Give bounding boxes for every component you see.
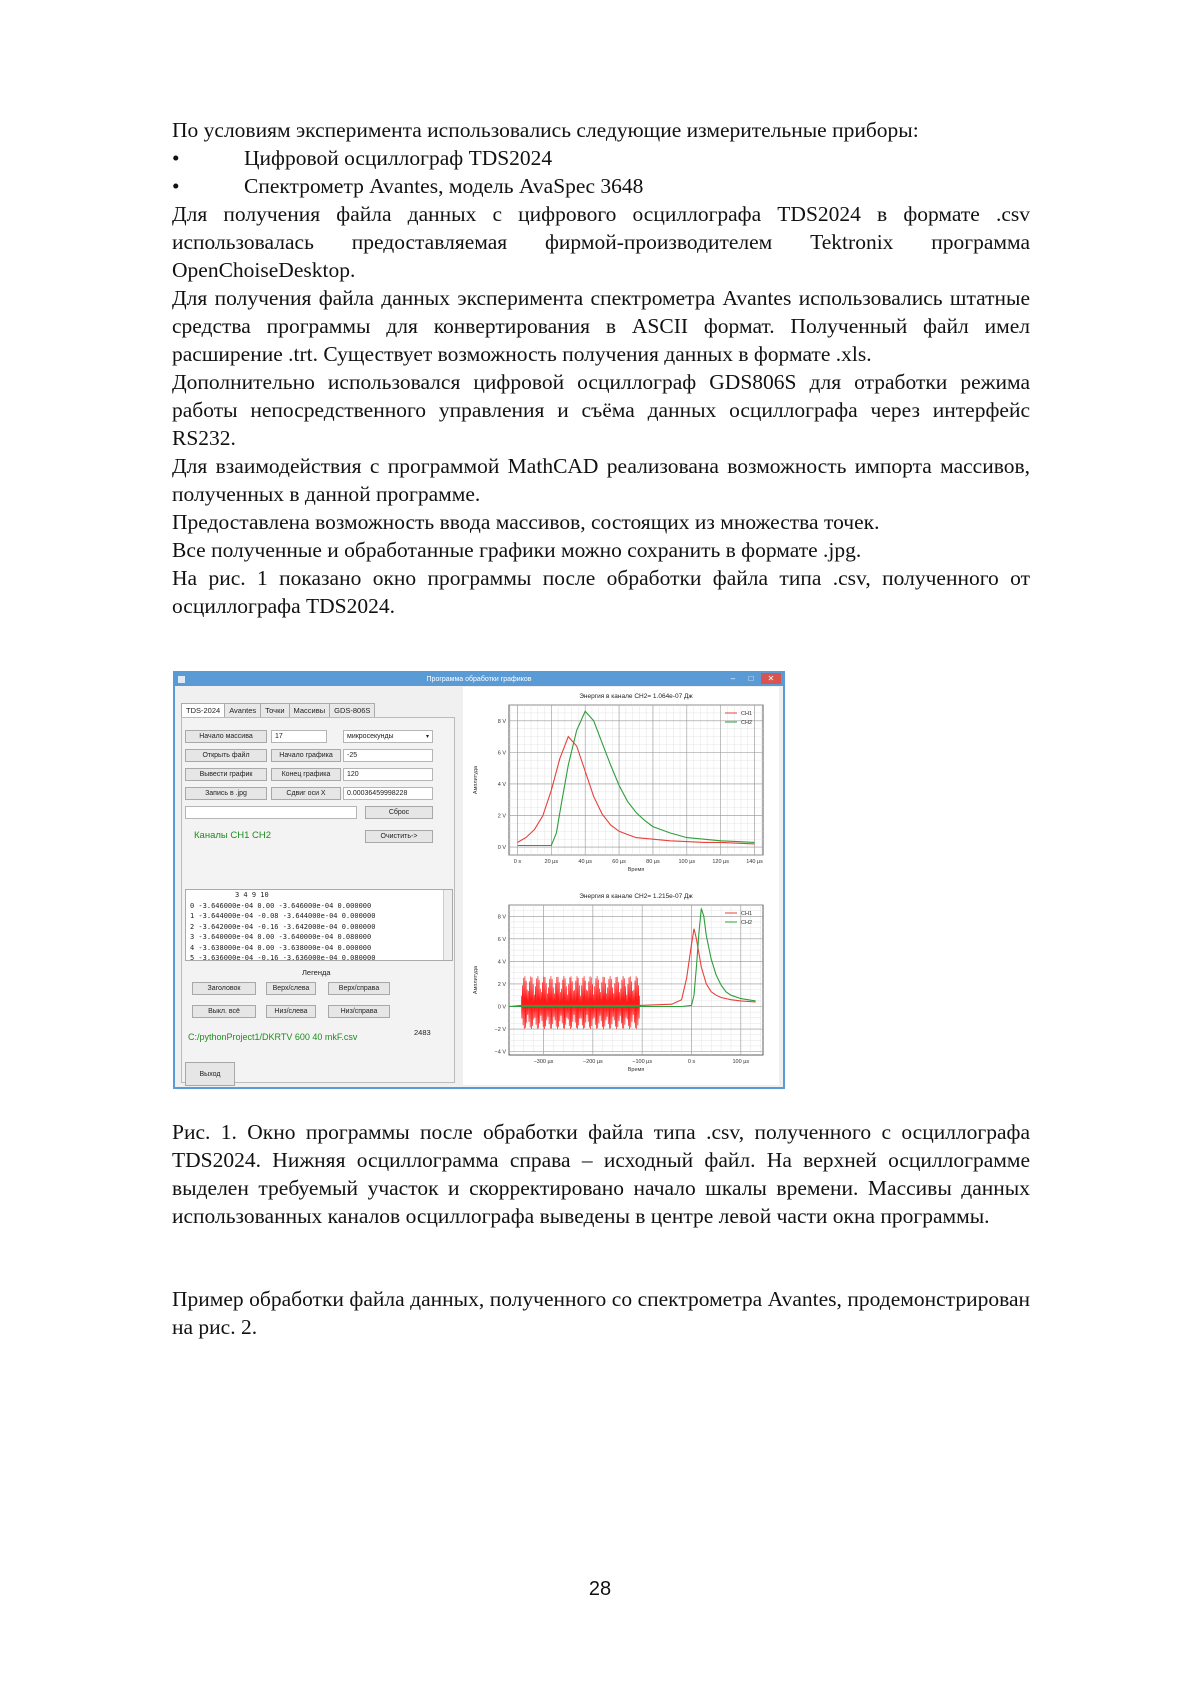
x-tick-label: −200 µs: [582, 1059, 603, 1065]
legend-entry: CH2: [741, 920, 753, 926]
plot-end-label: Конец графика: [271, 768, 341, 781]
y-axis-label: Амплитуда: [473, 765, 479, 795]
plot-frame: [509, 705, 763, 855]
paragraph: Предоставлена возможность ввода массивов, состоящих из множества точек.: [172, 510, 880, 534]
channels-label: Каналы CH1 CH2: [194, 830, 272, 841]
plot-start-field[interactable]: -25: [343, 749, 433, 762]
x-tick-label: 20 µs: [544, 859, 559, 865]
reset-button[interactable]: Сброс: [365, 806, 433, 819]
bullet-item: • Спектрометр Avantes, модель AvaSpec 3648: [172, 174, 644, 198]
point-count: 2483: [414, 1028, 431, 1037]
x-shift-label: Сдвиг оси X: [271, 787, 341, 800]
tab-tds2024[interactable]: TDS-2024: [181, 703, 225, 717]
paragraph: Все полученные и обработанные графики можно сохранить в формате .jpg.: [172, 538, 862, 562]
x-axis-label: Время: [627, 867, 645, 873]
minimize-icon[interactable]: –: [730, 674, 736, 683]
window-title: Программа обработки графиков: [426, 676, 532, 683]
close-icon[interactable]: ✕: [761, 673, 781, 684]
legend-top-left-button[interactable]: Верх/слева: [266, 982, 316, 995]
y-tick-label: 4 V: [497, 959, 506, 966]
legend-entry: CH2: [741, 720, 753, 726]
window-controls: [725, 673, 781, 686]
data-row: 2 -3.642000e-04 -0.16 -3.642000e-04 0.000000: [190, 922, 376, 931]
x-tick-label: 100 µs: [678, 859, 696, 865]
data-header: 3 4 9 10: [235, 891, 269, 899]
x-tick-label: −300 µs: [533, 1059, 554, 1065]
data-scrollbar[interactable]: [443, 890, 452, 960]
path-input[interactable]: [185, 806, 357, 819]
file-path-label: C:/pythonProject1/DKRTV 600 40 mkF.csv: [188, 1032, 358, 1042]
y-tick-label: 2 V: [497, 981, 506, 988]
chevron-down-icon: ▾: [425, 734, 429, 740]
left-pane: [181, 703, 455, 1083]
plot-title: Энергия в канале CH2= 1.064e-07 Дж: [579, 693, 693, 700]
plot-title: Энергия в канале CH2= 1.215e-07 Дж: [579, 893, 693, 900]
paragraph: Для получения файла данных эксперимента спектрометра Avantes использовались штатные средства программы для конвертирования в ASCII формат. Полученный файл имел расширение .trt. Существует возможность получения данных в формате .xls.: [172, 286, 1030, 366]
y-tick-label: 0 V: [497, 845, 506, 852]
closing-paragraph: Пример обработки файла данных, полученного со спектрометра Avantes, продемонстрирован на рис. 2.: [172, 1287, 1030, 1339]
x-tick-label: 120 µs: [712, 859, 729, 865]
y-tick-label: 4 V: [497, 781, 506, 788]
legend-entry: CH1: [741, 911, 753, 917]
figure-caption: Рис. 1. Окно программы после обработки файла типа .csv, полученного с осциллографа TDS2024. Нижняя осциллограмма справа – исходный файл. На верхней осциллограмме выделен требуемый участок и скорректировано начало шкалы времени. Массивы данных использованных каналов осциллографа выведены в центре левой части окна программы.: [172, 1120, 1030, 1228]
window-titlebar: [175, 673, 783, 686]
open-file-button[interactable]: Открыть файл: [185, 749, 267, 762]
data-row: 4 -3.638000e-04 0.00 -3.638000e-04 0.000000: [190, 943, 372, 952]
show-plot-button[interactable]: Вывести график: [185, 768, 267, 781]
tab-gds806s[interactable]: GDS-806S: [329, 703, 375, 717]
paragraph: По условиям эксперимента использовались следующие измерительные приборы:: [172, 118, 919, 142]
start-array-button[interactable]: Начало массива: [185, 730, 267, 743]
legend-top-right-button[interactable]: Верх/справа: [328, 982, 390, 995]
units-select[interactable]: микросекунды ▾: [343, 730, 433, 743]
tab-points[interactable]: Точки: [260, 703, 289, 717]
exit-button[interactable]: Выход: [185, 1062, 235, 1086]
y-tick-label: 6 V: [497, 750, 506, 757]
data-row: 5 -3.636000e-04 -0.16 -3.636000e-04 0.080000: [190, 954, 376, 961]
plot-end-field[interactable]: 120: [343, 768, 433, 781]
tab-bar: [181, 703, 374, 717]
tab-body: [181, 717, 455, 1083]
program-window-figure: [173, 671, 785, 1089]
tab-arrays[interactable]: Массивы: [289, 703, 331, 717]
page-number: 28: [588, 1578, 612, 1600]
bullet-item: • Цифровой осциллограф TDS2024: [172, 146, 553, 170]
plot-top: [463, 687, 779, 883]
legend-title-button[interactable]: Заголовок: [192, 982, 256, 995]
x-shift-field[interactable]: 0.00036459998228: [343, 787, 433, 800]
maximize-icon[interactable]: □: [748, 674, 754, 683]
data-array-list[interactable]: [185, 889, 453, 961]
paragraph: На рис. 1 показано окно программы после обработки файла типа .csv, полученного от осциллографа TDS2024.: [172, 566, 1030, 618]
y-tick-label: 8 V: [497, 718, 506, 725]
data-row: 3 -3.640000e-04 0.00 -3.640000e-04 0.080000: [190, 933, 372, 941]
plots-area: [463, 687, 779, 1085]
paragraph: Для взаимодействия с программой MathCAD реализована возможность импорта массивов, полученных в данной программе.: [172, 454, 1030, 506]
app-icon: [178, 676, 185, 683]
y-tick-label: 8 V: [497, 914, 506, 921]
y-tick-label: 6 V: [497, 936, 506, 943]
y-tick-label: −2 V: [494, 1027, 506, 1034]
x-tick-label: 60 µs: [612, 859, 626, 865]
x-tick-label: 40 µs: [578, 859, 592, 865]
x-tick-label: 140 µs: [746, 859, 763, 865]
y-tick-label: −4 V: [494, 1049, 506, 1056]
legend-entry: CH1: [741, 711, 753, 717]
legend-all-off-button[interactable]: Выкл. всё: [192, 1005, 256, 1018]
data-row: 0 -3.646000e-04 0.00 -3.646000e-04 0.000000: [190, 901, 372, 910]
legend-label: Легенда: [302, 968, 331, 977]
clear-button[interactable]: Очистить->: [365, 830, 433, 843]
x-axis-label: Время: [627, 1067, 645, 1073]
x-tick-label: −100 µs: [632, 1059, 653, 1065]
legend-bottom-right-button[interactable]: Низ/справа: [328, 1005, 390, 1018]
y-tick-label: 0 V: [497, 1004, 506, 1011]
legend-bottom-left-button[interactable]: Низ/слева: [266, 1005, 316, 1018]
y-tick-label: 2 V: [497, 813, 506, 820]
x-tick-label: 0 s: [513, 859, 522, 865]
save-jpg-button[interactable]: Запись в .jpg: [185, 787, 267, 800]
y-axis-label: Амплитуда: [473, 965, 479, 995]
plot-bottom: [463, 887, 779, 1083]
paragraph: Для получения файла данных с цифрового осциллографа TDS2024 в формате .csv использовалась предоставляемая фирмой-производителем Tektronix программа OpenChoiseDesktop.: [172, 202, 1030, 282]
x-tick-label: 0 s: [687, 1059, 696, 1065]
start-array-field[interactable]: 17: [271, 730, 327, 743]
paragraph: Дополнительно использовался цифровой осциллограф GDS806S для отработки режима работы непосредственного управления и съёма данных осциллографа через интерфейс RS232.: [172, 370, 1030, 450]
plot-start-label: Начало графика: [271, 749, 341, 762]
x-tick-label: 80 µs: [646, 859, 660, 865]
x-tick-label: 100 µs: [732, 1059, 750, 1065]
page-text: [172, 116, 1030, 620]
tab-avantes[interactable]: Avantes: [224, 703, 261, 717]
data-row: 1 -3.644000e-04 -0.08 -3.644000e-04 0.000000: [190, 912, 376, 920]
